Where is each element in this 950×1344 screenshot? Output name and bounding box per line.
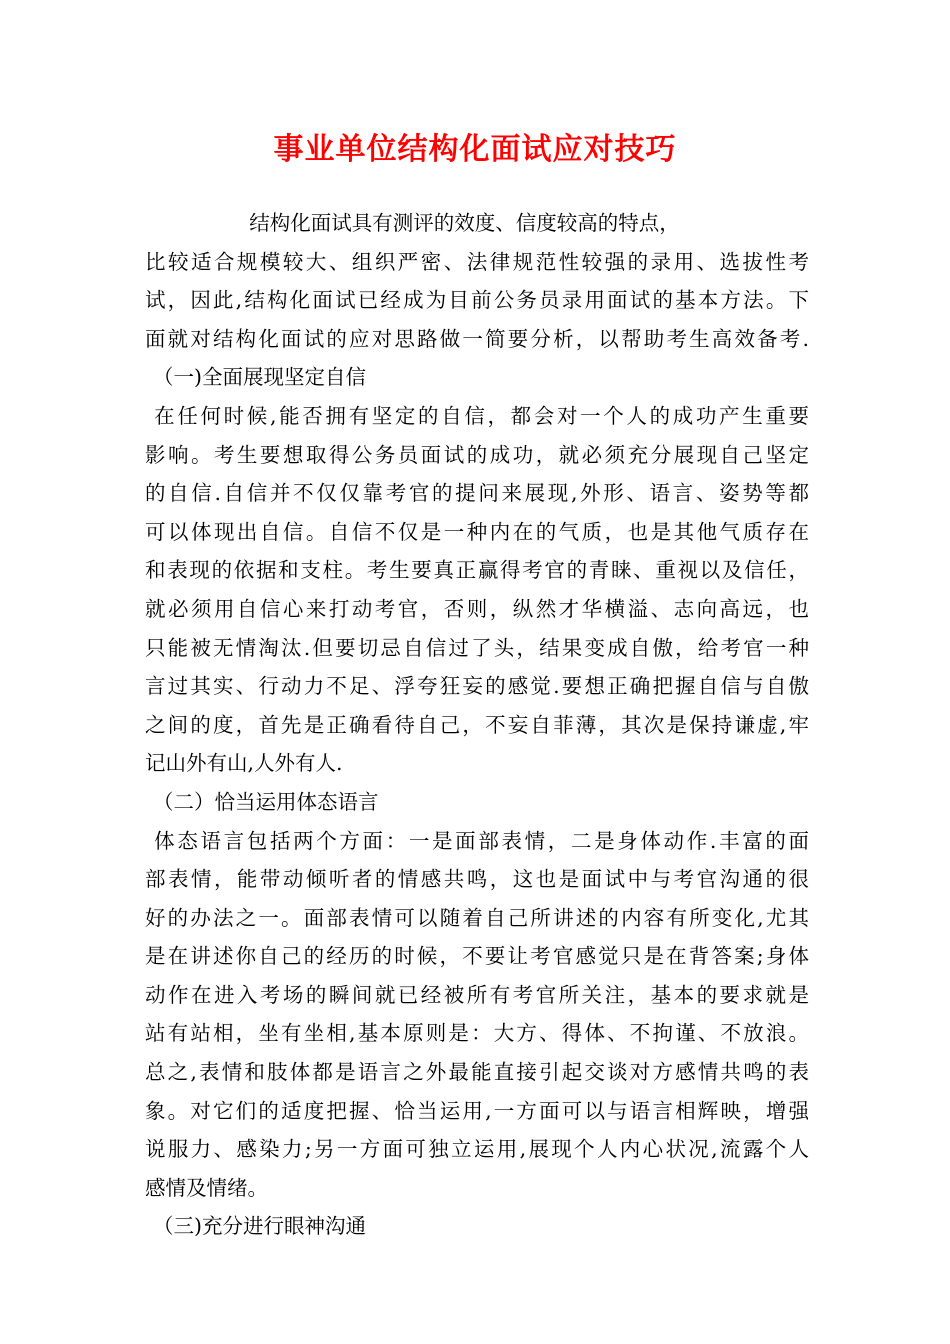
paragraph-line: 站有站相，坐有坐相,基本原则是：大方、得体、不拘谨、不放浪。	[145, 1021, 809, 1046]
paragraph-line: 和表现的依据和支柱。考生要真正赢得考官的青睐、重视以及信任，	[145, 558, 809, 583]
paragraph-line: 总之,表情和肢体都是语言之外最能直接引起交谈对方感情共鸣的表	[145, 1060, 809, 1085]
paragraph-line: 言过其实、行动力不足、浮夸狂妄的感觉.要想正确把握自信与自傲	[145, 674, 809, 699]
paragraph-line: 部表情，能带动倾听者的情感共鸣，这也是面试中与考官沟通的很	[145, 867, 809, 892]
paragraph-line: 之间的度，首先是正确看待自己，不妄自菲薄，其次是保持谦虚,牢	[145, 712, 809, 737]
section-heading: （二）恰当运用体态语言	[153, 789, 379, 814]
paragraph-line: 结构化面试具有测评的效度、信度较高的特点，	[145, 211, 680, 235]
paragraph-line: 动作在进入考场的瞬间就已经被所有考官所关注，基本的要求就是	[145, 982, 809, 1007]
document-title: 事业单位结构化面试应对技巧	[273, 132, 677, 167]
paragraph-line: 记山外有山,人外有人.	[145, 751, 343, 776]
paragraph-line: 可以体现出自信。自信不仅是一种内在的气质，也是其他气质存在	[145, 519, 809, 544]
paragraph-line: 面就对结构化面试的应对思路做一简要分析，以帮助考生高效备考.	[145, 326, 809, 351]
paragraph-line: 体态语言包括两个方面：一是面部表情，二是身体动作.丰富的面	[145, 828, 809, 853]
paragraph-line: 是在讲述你自己的经历的时候，不要让考官感觉只是在背答案;身体	[145, 944, 809, 969]
section-heading: （三)充分进行眼神沟通	[153, 1214, 366, 1239]
paragraph-line: 好的办法之一。面部表情可以随着自己所讲述的内容有所变化,尤其	[145, 905, 809, 930]
paragraph-line: 只能被无情淘汰.但要切忌自信过了头，结果变成自傲，给考官一种	[145, 635, 809, 660]
paragraph-line: 就必须用自信心来打动考官，否则，纵然才华横溢、志向高远，也	[145, 596, 809, 621]
section-heading: （一)全面展现坚定自信	[153, 365, 366, 390]
paragraph-line: 在任何时候,能否拥有坚定的自信，都会对一个人的成功产生重要	[145, 403, 809, 428]
paragraph-line: 试，因此,结构化面试已经成为目前公务员录用面试的基本方法。下	[145, 288, 809, 313]
paragraph-line: 的自信.自信并不仅仅靠考官的提问来展现,外形、语言、姿势等都	[145, 481, 809, 506]
paragraph-line: 说服力、感染力;另一方面可独立运用,展现个人内心状况,流露个人	[145, 1137, 809, 1162]
paragraph-line: 影响。考生要想取得公务员面试的成功，就必须充分展现自己坚定	[145, 442, 809, 467]
paragraph-line: 象。对它们的适度把握、恰当运用,一方面可以与语言相辉映，增强	[145, 1098, 809, 1123]
paragraph-line: 比较适合规模较大、组织严密、法律规范性较强的录用、选拔性考	[145, 249, 809, 274]
document-body	[145, 204, 809, 1246]
paragraph-line: 感情及情绪。	[145, 1175, 268, 1200]
